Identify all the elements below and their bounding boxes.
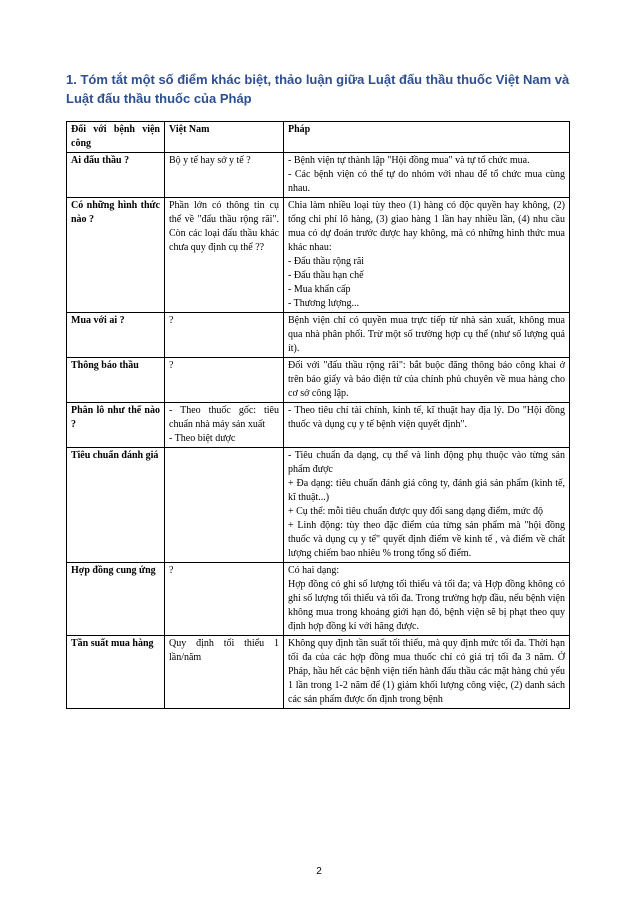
cell-line: - Tiêu chuẩn đa dạng, cụ thể và linh động phụ thuộc vào từng sản phẩm được (288, 450, 565, 475)
cell-vietnam (165, 448, 284, 563)
cell-line: - Đấu thầu rộng rãi (288, 256, 365, 267)
cell-france (284, 403, 570, 448)
row-label: Có những hình thức nào ? (67, 198, 165, 313)
cell-line: Không quy định tần suất tối thiểu, mà quy định mức tối đa. Thời hạn tối đa của các hợp đồng mua thuốc chỉ có giá trị tối đa 3 năm. Ở Pháp, hầu hết các bệnh viện tiến hành đấu thầu các mặt hàng chủ yếu 1 lần trong 1-2 năm để (1) giảm khối lượng công việc, (2) danh sách các sản phẩm được ổn định trong bệnh (288, 638, 565, 705)
table-header-row (67, 122, 570, 153)
cell-line: + Cụ thể: mỗi tiêu chuẩn được quy đổi sang dạng điểm, mức độ (288, 506, 544, 517)
cell-line: Hợp đồng có ghi số lượng tối thiểu và tối đa; và Hợp đồng không có ghi số lượng tối thiểu và tối đa. Trong trường hợp đầu, nếu bệnh viện không mua trong khoảng giới hạn đó, bệnh viện sẽ bị phạt theo quy định hợp đồng kí với hãng được. (288, 579, 565, 632)
comparison-table (66, 121, 570, 709)
cell-line: + Linh động: tùy theo đặc điểm của từng sản phẩm mà "hội đồng thuốc và dụng cụ y tế" quyết định điểm về kinh tế , và điểm về chất lượng chiếm bao nhiêu % trong tổng số điểm. (288, 520, 565, 559)
table-row (67, 448, 570, 563)
cell-line: - Theo tiêu chí tài chính, kinh tế, kĩ thuật hay địa lý. Do "Hội đồng thuốc và dụng cụ y tế bệnh viện quyết định". (288, 405, 565, 430)
table-row (67, 153, 570, 198)
cell-line: ? (169, 315, 174, 326)
cell-line: - Mua khẩn cấp (288, 284, 351, 295)
cell-line: - Thương lượng... (288, 298, 359, 309)
row-label: Tiêu chuẩn đánh giá (67, 448, 165, 563)
row-label: Tần suất mua hàng (67, 636, 165, 709)
cell-france (284, 563, 570, 636)
row-label: Thông báo thầu (67, 358, 165, 403)
cell-line: Bộ y tế hay sở y tế ? (169, 155, 251, 166)
section-title: 1. Tóm tắt một số điểm khác biệt, thảo luận giữa Luật đấu thầu thuốc Việt Nam và Luật đấu thầu thuốc của Pháp (66, 72, 570, 106)
cell-france (284, 448, 570, 563)
cell-line: Quy định tối thiểu 1 lần/năm (169, 638, 279, 663)
cell-line: - Các bệnh viện có thể tự do nhóm với nhau để tổ chức mua cùng nhau. (288, 169, 565, 194)
cell-line: - Đấu thầu hạn chế (288, 270, 364, 281)
row-label: Mua với ai ? (67, 313, 165, 358)
row-label: Hợp đồng cung ứng (67, 563, 165, 636)
table-row (67, 403, 570, 448)
table-row (67, 563, 570, 636)
cell-line: - Theo thuốc gốc: tiêu chuẩn nhà máy sản xuất (169, 405, 279, 430)
row-label: Phân lô như thế nào ? (67, 403, 165, 448)
cell-vietnam (165, 403, 284, 448)
cell-france (284, 198, 570, 313)
cell-vietnam (165, 563, 284, 636)
cell-vietnam (165, 198, 284, 313)
table-row (67, 313, 570, 358)
header-cell-vietnam: Việt Nam (165, 122, 284, 153)
cell-france (284, 358, 570, 403)
cell-line: Phần lớn có thông tin cụ thể về "đấu thầu rộng rãi". Còn các loại đấu thầu khác chưa quy định cụ thể ?? (169, 200, 279, 253)
table-row (67, 636, 570, 709)
cell-france (284, 153, 570, 198)
cell-vietnam (165, 636, 284, 709)
cell-line: ? (169, 565, 174, 576)
cell-vietnam (165, 153, 284, 198)
cell-line: Có hai dạng: (288, 565, 340, 576)
table-row (67, 358, 570, 403)
cell-line: Bệnh viện chỉ có quyền mua trực tiếp từ nhà sản xuất, không mua qua nhà phân phối. Trừ một số trường hợp cụ thể (như số lượng quá ít). (288, 315, 565, 354)
cell-line: - Theo biệt dược (169, 433, 236, 444)
cell-line: + Đa dạng: tiêu chuẩn đánh giá công ty, đánh giá sản phẩm (kinh tế, kĩ thuật...) (288, 478, 565, 503)
cell-line: ? (169, 360, 174, 371)
cell-line: Đối với "đấu thầu rộng rãi": bắt buộc đăng thông báo công khai ở trên báo giấy và báo điện tử của chính phủ chuyên về mua hàng cho cơ sở công lập. (288, 360, 565, 399)
header-cell-subject: Đối với bệnh viện công (67, 122, 165, 153)
header-cell-france: Pháp (284, 122, 570, 153)
cell-line: Chia làm nhiều loại tùy theo (1) hàng có độc quyền hay không, (2) tổng chi phí lô hàng, (3) giao hàng 1 lần hay nhiều lần, (4) nhu cầu mua có dự đoán trước được hay không, mà có những hình thức mua khác nhau: (288, 200, 565, 253)
row-label: Ai đấu thầu ? (67, 153, 165, 198)
table-row (67, 198, 570, 313)
page-number: 2 (316, 866, 322, 877)
cell-france (284, 636, 570, 709)
cell-vietnam (165, 313, 284, 358)
cell-line: - Bệnh viện tự thành lập "Hội đồng mua" và tự tổ chức mua. (288, 155, 530, 166)
cell-france (284, 313, 570, 358)
cell-vietnam (165, 358, 284, 403)
